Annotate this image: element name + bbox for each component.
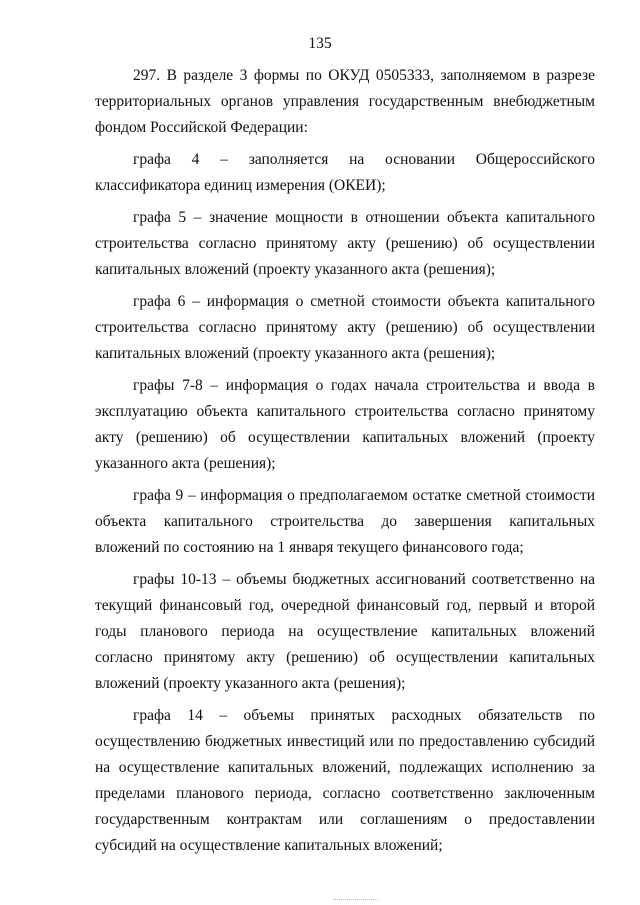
paragraph-column-9: графа 9 – информация о предполагаемом остатке сметной стоимости объекта капитального строительства до завершения капитальных вложений по состоянию на 1 января текущего финансового года; (95, 487, 595, 556)
paragraph-column-14: графа 14 – объемы принятых расходных обязательств по осуществлению бюджетных инвестиций или по предоставлению субсидий на осуществление капитальных вложений, подлежащих исполнению за пределами планового периода, согласно соответственно заключенным государственным контрактам или соглашениям о предоставлении субсидий на осуществление капитальных вложений; (95, 707, 595, 854)
paragraph-column-5: графа 5 – значение мощности в отношении объекта капитального строительства согласно принятому акту (решению) об осуществлении капитальных вложений (проекту указанного акта (решения); (95, 209, 595, 278)
paragraph-columns-10-13: графы 10-13 – объемы бюджетных ассигнований соответственно на текущий финансовый год, очередной финансовый год, первый и второй годы планового периода на осуществление капитальных вложений согласно принятому акту (решению) об осуществлении капитальных вложений (проекту указанного акта (решения); (95, 571, 595, 692)
paragraph-column-6: графа 6 – информация о сметной стоимости объекта капитального строительства согласно принятому акту (решению) об осуществлении капитальных вложений (проекту указанного акта (решения); (95, 293, 595, 362)
paragraph-columns-7-8: графы 7-8 – информация о годах начала строительства и ввода в эксплуатацию объекта капитального строительства согласно принятому акту (решению) об осуществлении капитальных вложений (проекту указанного акта (решения); (95, 377, 595, 472)
document-body (95, 63, 595, 865)
page-number: 135 (308, 35, 332, 52)
scan-artifact-divider (334, 899, 378, 900)
paragraph-item-297: 297. В разделе 3 формы по ОКУД 0505333, заполняемом в разрезе территориальных органов управления государственным внебюджетным фондом Российской Федерации: (95, 67, 595, 136)
paragraph-column-4: графа 4 – заполняется на основании Общероссийского классификатора единиц измерения (ОКЕИ); (95, 151, 595, 194)
